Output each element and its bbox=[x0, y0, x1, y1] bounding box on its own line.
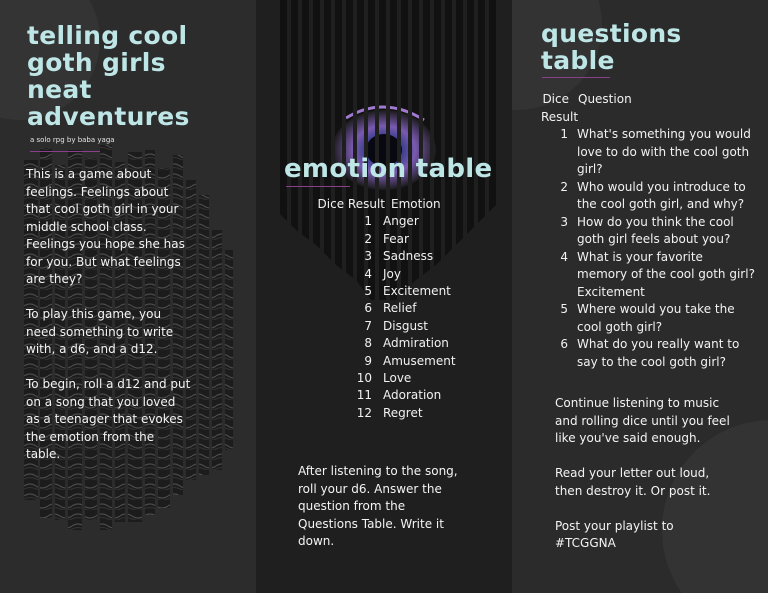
table-row bbox=[541, 301, 756, 336]
dice-value: 1 bbox=[364, 214, 372, 229]
table-header bbox=[308, 196, 456, 213]
table-row bbox=[541, 249, 756, 302]
closing-text bbox=[555, 395, 735, 570]
table-row bbox=[308, 353, 456, 370]
question-value: Where would you take the cool goth girl? bbox=[577, 302, 735, 334]
title-underline bbox=[286, 186, 350, 187]
table-row bbox=[308, 387, 456, 404]
dice-value: 6 bbox=[364, 301, 372, 316]
title-underline bbox=[542, 77, 610, 78]
column-header-emotion: Emotion bbox=[391, 197, 441, 211]
dice-value: 6 bbox=[560, 337, 568, 351]
table-row bbox=[308, 318, 456, 335]
table-header bbox=[541, 91, 756, 126]
question-value: How do you think the cool goth girl feels about you? bbox=[577, 214, 734, 246]
table-row bbox=[541, 336, 756, 371]
dice-value: 2 bbox=[560, 179, 568, 194]
questions-table-title: questions table bbox=[541, 19, 682, 75]
table-row bbox=[541, 214, 756, 249]
panel-questions bbox=[512, 0, 768, 593]
closing-paragraph: Read your letter out loud, then destroy it. Or post it. bbox=[555, 466, 711, 498]
emotion-value: Fear bbox=[383, 231, 409, 246]
table-row bbox=[308, 283, 456, 300]
closing-paragraph: Continue listening to music and rolling dice until you feel like you've said enough. bbox=[555, 396, 730, 445]
dice-value: 4 bbox=[364, 266, 372, 281]
table-row bbox=[308, 231, 456, 248]
emotion-value: Disgust bbox=[383, 318, 429, 333]
emotion-value: Love bbox=[383, 371, 412, 386]
question-value: What's something you would love to do with the cool goth girl? bbox=[577, 127, 751, 176]
question-value: What is your favorite memory of the cool goth girl? Excitement bbox=[577, 249, 755, 299]
emotion-value: Joy bbox=[383, 266, 401, 281]
dice-value: 10 bbox=[356, 371, 372, 386]
table-row bbox=[541, 179, 756, 214]
emotion-value: Amusement bbox=[383, 353, 456, 368]
emotion-table-title: emotion table bbox=[284, 154, 493, 184]
table-row bbox=[308, 405, 456, 422]
table-row bbox=[308, 266, 456, 283]
dice-value: 7 bbox=[364, 318, 372, 333]
emotion-value: Excitement bbox=[383, 284, 451, 299]
table-row bbox=[308, 213, 456, 230]
table-row bbox=[308, 370, 456, 387]
emotion-value: Admiration bbox=[383, 336, 449, 351]
title-underline bbox=[30, 151, 100, 152]
intro-paragraph: This is a game about feelings. Feelings about that cool goth girl in your middle school class. Feelings you hope she has for you. But what feelings are they? bbox=[26, 167, 185, 286]
question-value: What do you really want to say to the cool goth girl? bbox=[577, 337, 740, 369]
emotion-value: Regret bbox=[383, 405, 423, 420]
dice-value: 3 bbox=[364, 249, 372, 264]
dice-value: 2 bbox=[364, 231, 372, 246]
emotion-value: Anger bbox=[383, 214, 419, 229]
dice-value: 5 bbox=[364, 284, 372, 299]
byline: a solo rpg by baba yaga bbox=[30, 136, 115, 144]
table-row bbox=[308, 335, 456, 352]
dice-value: 12 bbox=[356, 405, 372, 420]
intro-paragraph: To begin, roll a d12 and put on a song that you loved as a teenager that evokes the emotion from the table. bbox=[26, 377, 191, 461]
dice-value: 11 bbox=[356, 388, 372, 403]
emotion-table bbox=[308, 196, 456, 422]
table-row bbox=[541, 126, 756, 179]
dice-value: 3 bbox=[560, 214, 568, 229]
intro-paragraph: To play this game, you need something to write with, a d6, and a d12. bbox=[26, 307, 174, 356]
table-row bbox=[308, 300, 456, 317]
page-title: telling cool goth girls neat adventures bbox=[27, 21, 190, 131]
dice-value: 8 bbox=[364, 336, 372, 351]
panel-emotion bbox=[256, 0, 512, 593]
column-header-dice: Dice Result bbox=[317, 197, 385, 211]
column-header-question: Question bbox=[578, 92, 632, 106]
instructions-text: After listening to the song, roll your d6. Answer the question from the Questions Table. Write it down. bbox=[298, 464, 458, 548]
emotion-value: Relief bbox=[383, 301, 417, 316]
dice-value: 1 bbox=[560, 127, 568, 141]
dice-value: 4 bbox=[560, 249, 568, 264]
emotion-value: Sadness bbox=[383, 249, 434, 264]
dice-value: 9 bbox=[364, 353, 372, 368]
intro-text bbox=[26, 166, 191, 481]
emotion-value: Adoration bbox=[383, 388, 442, 403]
panel-intro bbox=[0, 0, 256, 593]
closing-paragraph: Post your playlist to #TCGGNA bbox=[555, 518, 674, 550]
column-header-dice: Dice Result bbox=[541, 92, 579, 124]
table-row bbox=[308, 248, 456, 265]
question-value: Who would you introduce to the cool goth girl, and why? bbox=[577, 179, 746, 211]
questions-table bbox=[541, 91, 756, 371]
dice-value: 5 bbox=[560, 302, 568, 316]
